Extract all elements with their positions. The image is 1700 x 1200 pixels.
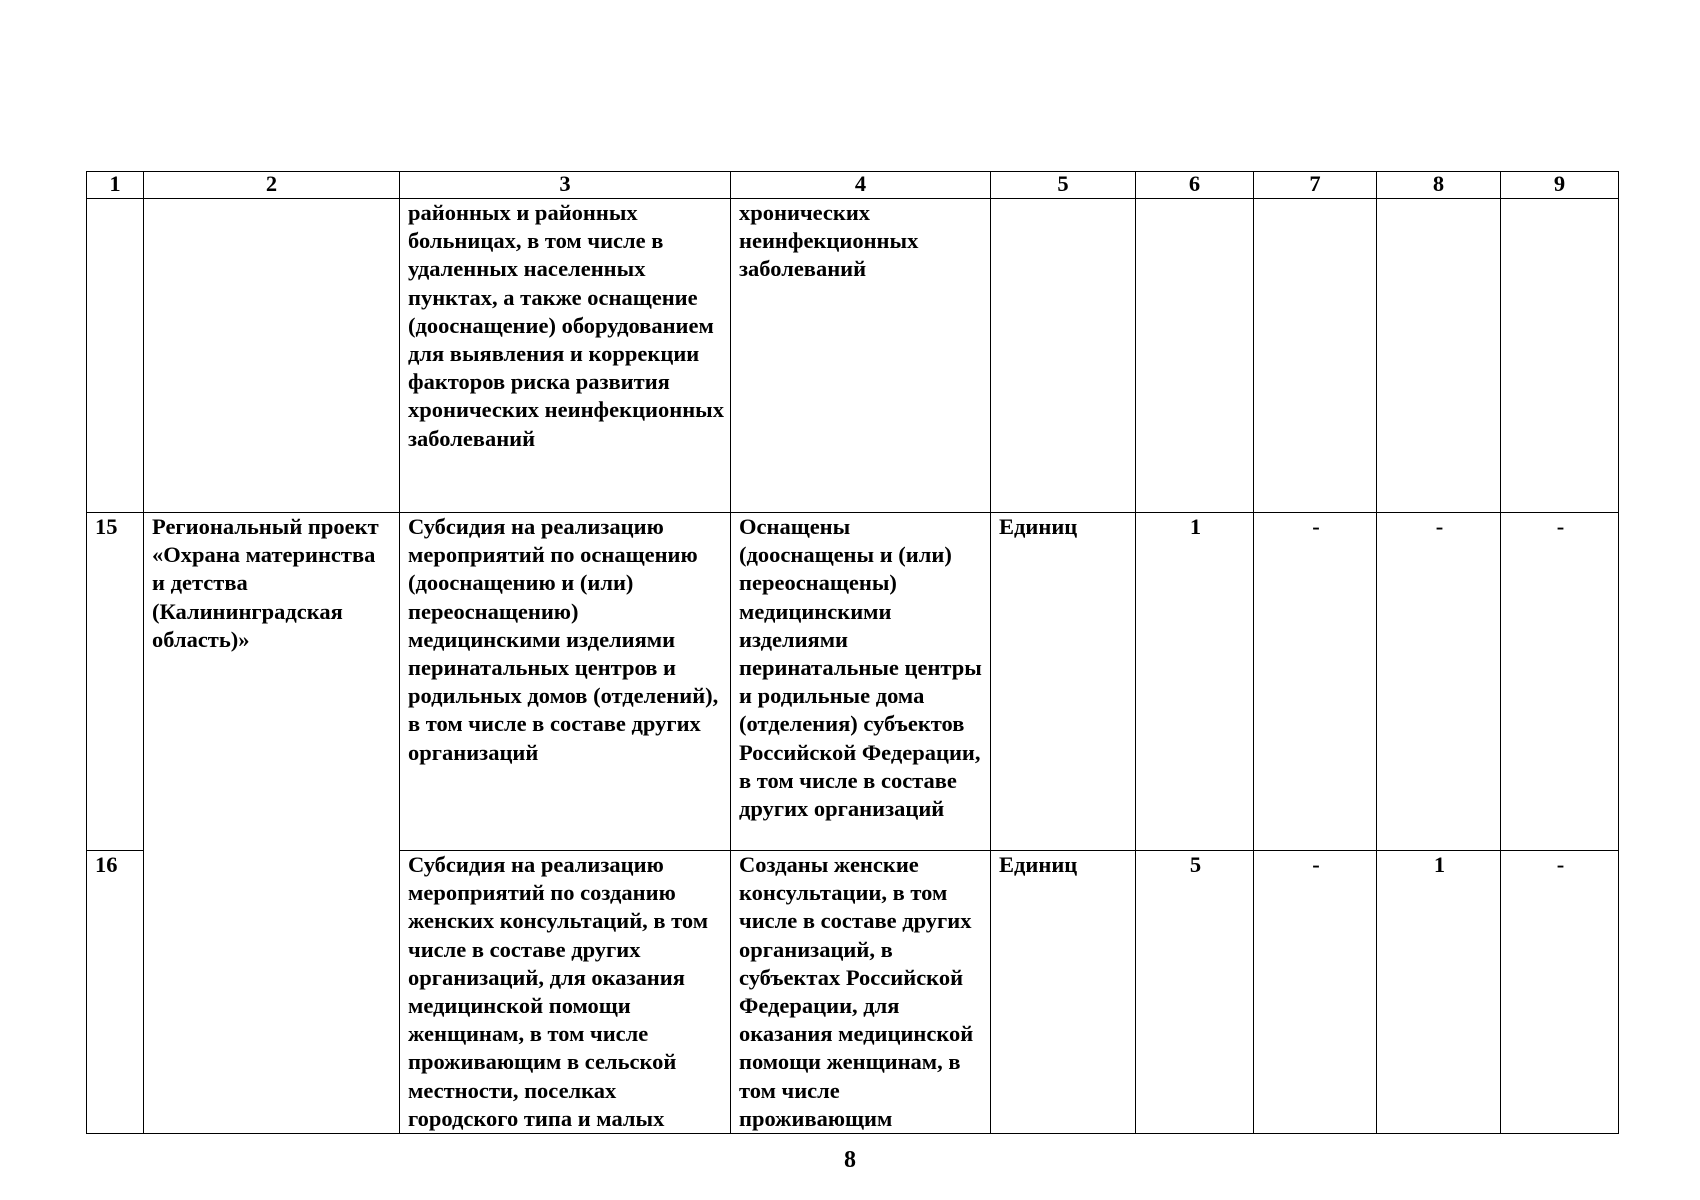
value-cell-8: - <box>1377 513 1501 851</box>
measure-cell: Субсидия на реализацию мероприятий по оснащению (дооснащению и (или) переоснащению) медицинскими изделиями перинатальных центров и родильных домов (отделений), в том числе в составе других организаций <box>400 513 731 851</box>
page-number: 8 <box>844 1147 856 1173</box>
result-cell: хронических неинфекционных заболеваний <box>731 199 991 513</box>
document-table <box>86 171 1619 1134</box>
row-number-cell <box>87 199 144 513</box>
unit-cell: Единиц <box>991 851 1136 1134</box>
row-number-cell: 15 <box>87 513 144 851</box>
column-number-row <box>87 172 1619 199</box>
result-cell: Оснащены (дооснащены и (или) переоснащены) медицинскими изделиями перинатальные центры и родильные дома (отделения) субъектов Российской Федерации, в том числе в составе других организаций <box>731 513 991 851</box>
result-cell: Созданы женские консультации, в том числе в составе других организаций, в субъектах Российской Федерации, для оказания медицинской помощи женщинам, в том числе проживающим <box>731 851 991 1134</box>
measure-cell: районных и районных больницах, в том числе в удаленных населенных пунктах, а также оснащение (дооснащение) оборудованием для выявления и коррекции факторов риска развития хронических неинфекционных заболеваний <box>400 199 731 513</box>
column-number-7: 7 <box>1254 172 1377 199</box>
measure-cell: Субсидия на реализацию мероприятий по созданию женских консультаций, в том числе в составе других организаций, для оказания медицинской помощи женщинам, в том числе проживающим в сельской местности, поселках городского типа и малых <box>400 851 731 1134</box>
value-cell-9: - <box>1501 851 1619 1134</box>
value-cell-7: - <box>1254 851 1377 1134</box>
value-cell-7: - <box>1254 513 1377 851</box>
unit-cell: Единиц <box>991 513 1136 851</box>
value-cell-9 <box>1501 199 1619 513</box>
row-number-cell: 16 <box>87 851 144 1134</box>
column-number-4: 4 <box>731 172 991 199</box>
project-cell: Региональный проект «Охрана материнства и детства (Калининградская область)» <box>144 513 400 1134</box>
value-cell-6: 1 <box>1136 513 1254 851</box>
value-cell-8: 1 <box>1377 851 1501 1134</box>
table-row-15 <box>87 513 1619 851</box>
value-cell-6 <box>1136 199 1254 513</box>
value-cell-9: - <box>1501 513 1619 851</box>
column-number-6: 6 <box>1136 172 1254 199</box>
value-cell-6: 5 <box>1136 851 1254 1134</box>
column-number-9: 9 <box>1501 172 1619 199</box>
column-number-8: 8 <box>1377 172 1501 199</box>
value-cell-7 <box>1254 199 1377 513</box>
column-number-2: 2 <box>144 172 400 199</box>
unit-cell <box>991 199 1136 513</box>
column-number-5: 5 <box>991 172 1136 199</box>
column-number-1: 1 <box>87 172 144 199</box>
project-cell <box>144 199 400 513</box>
column-number-3: 3 <box>400 172 731 199</box>
value-cell-8 <box>1377 199 1501 513</box>
table-row-continuation <box>87 199 1619 513</box>
